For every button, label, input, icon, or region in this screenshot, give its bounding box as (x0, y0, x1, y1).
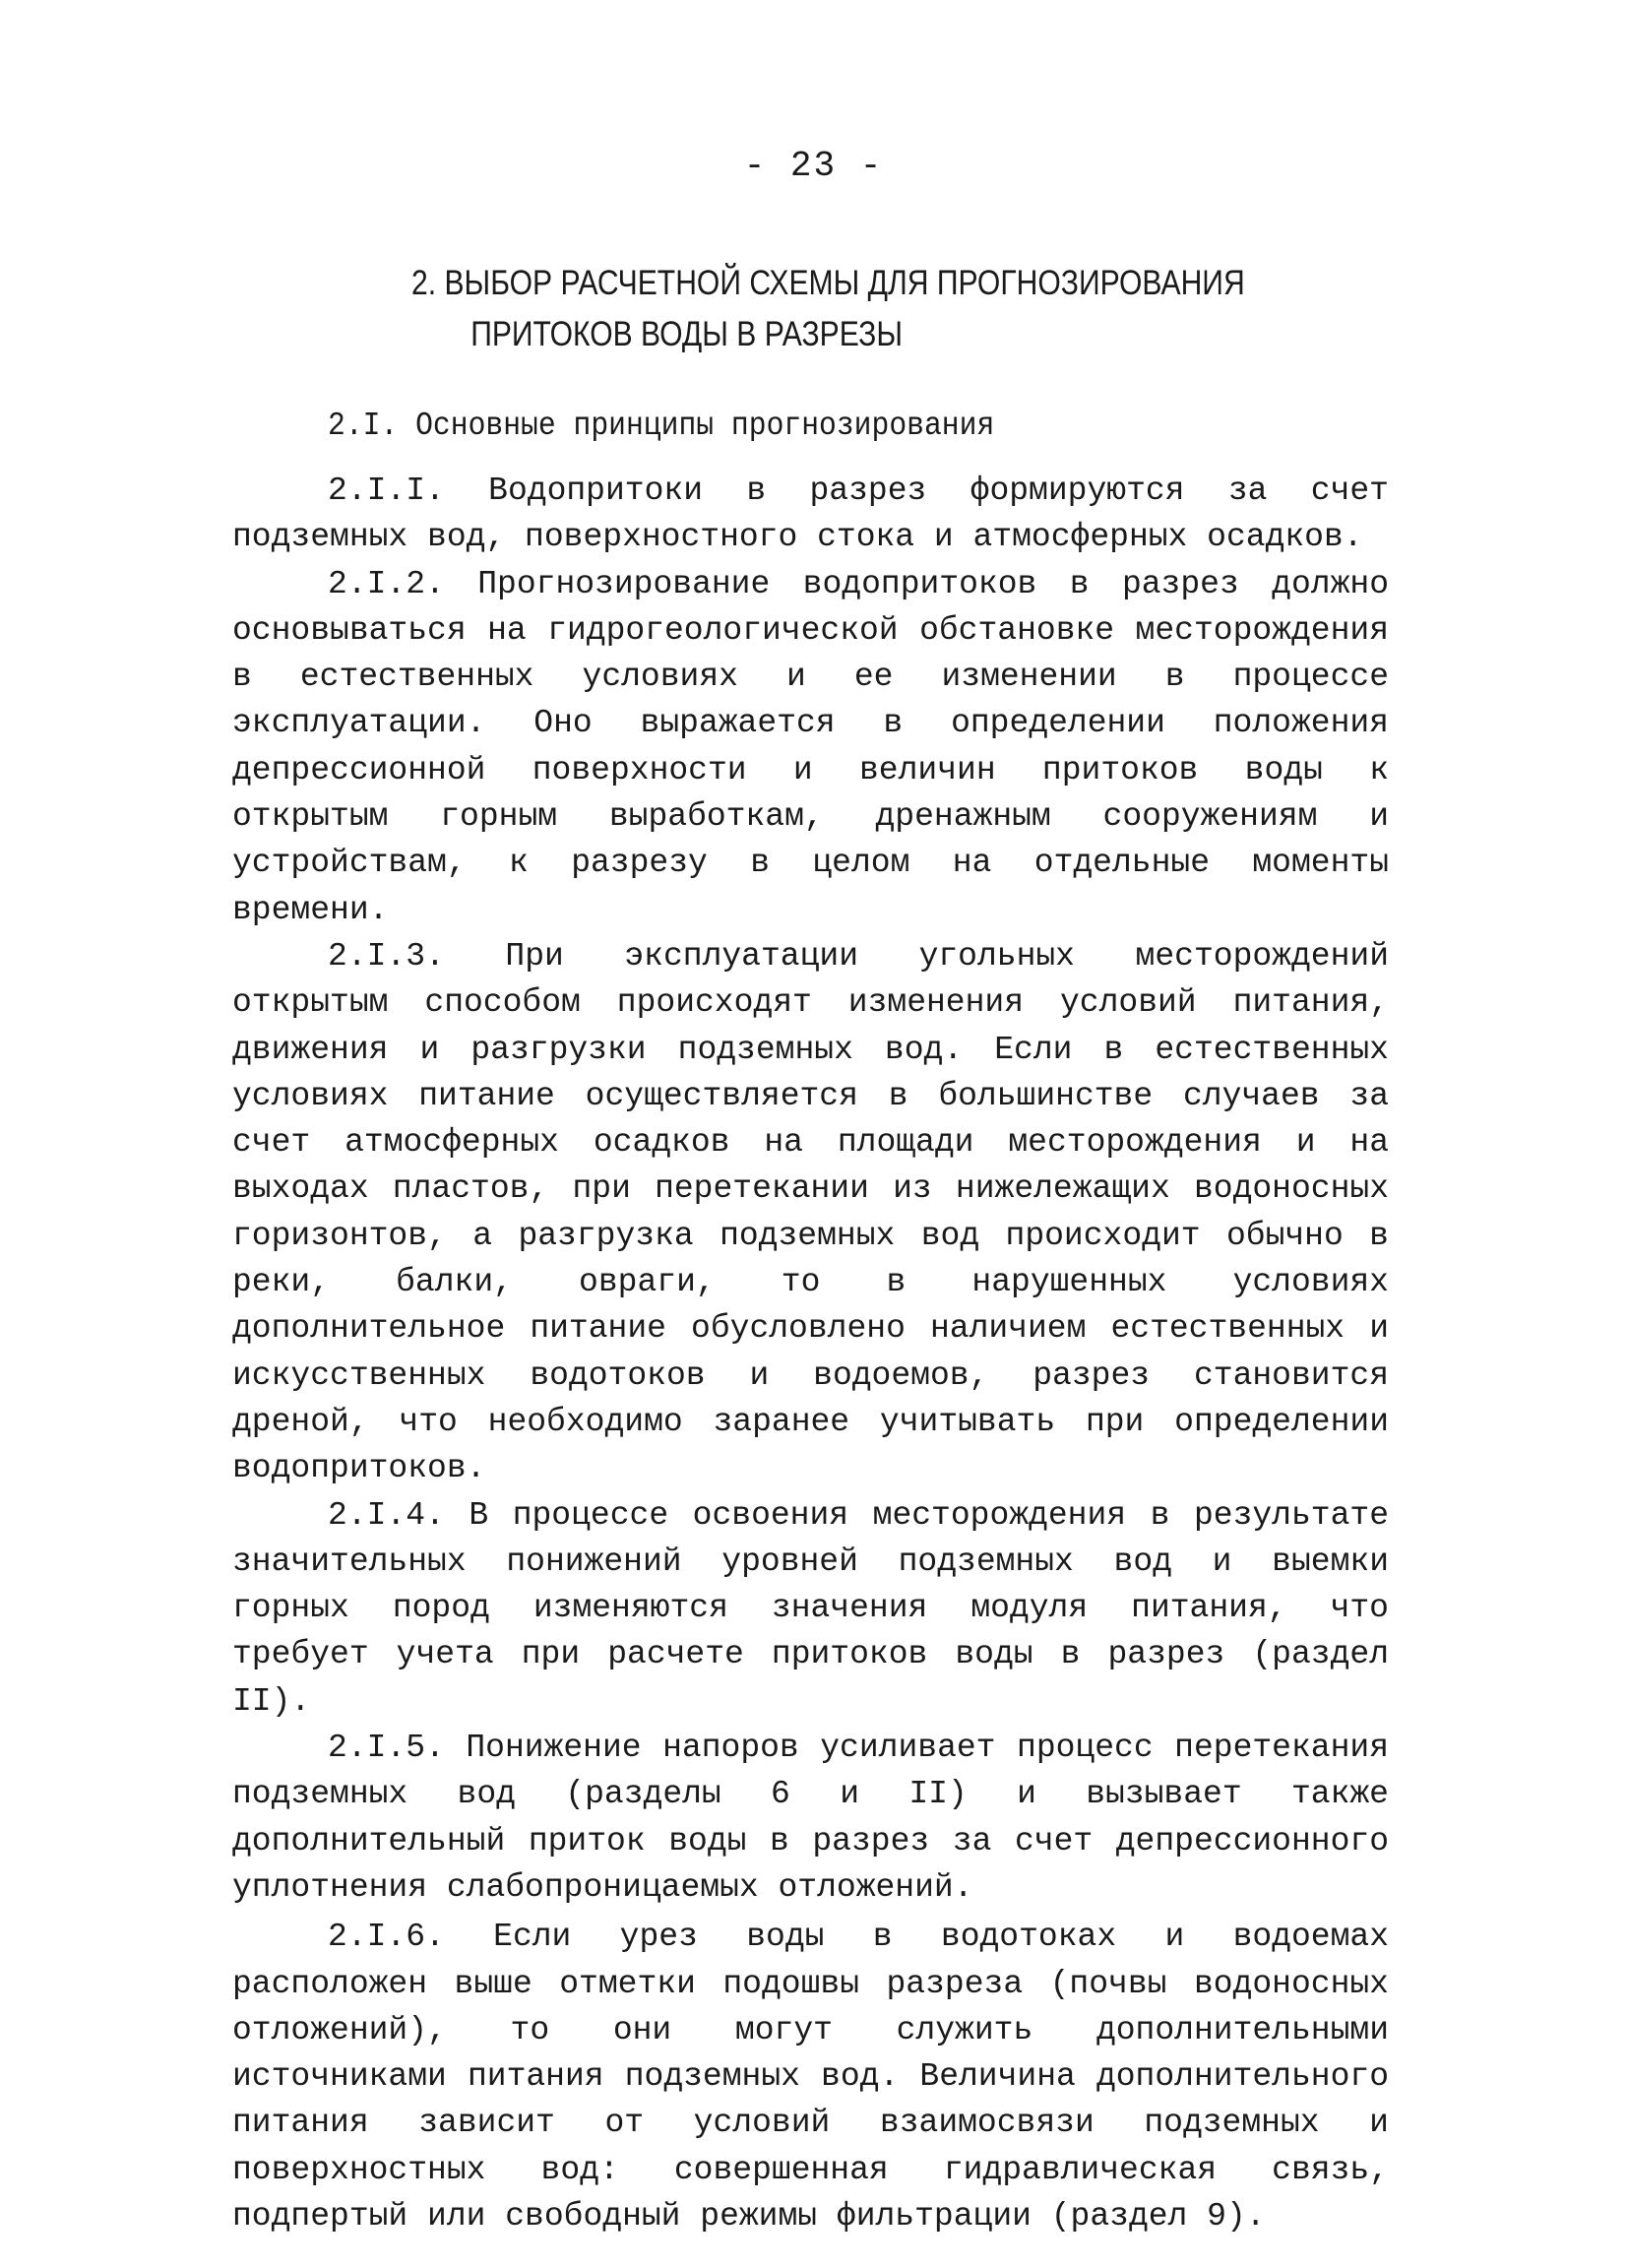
paragraph-2-1-4: 2.I.4. В процессе освоения месторождения в результате значительных понижений уровней подземных вод и выемки горных пород изменяются значения модуля питания, что требует учета при расчете притоков воды в разрез (раздел II). (232, 1496, 1389, 1720)
section-title (411, 258, 1245, 360)
page-number: - 23 - (743, 146, 884, 186)
subsection-title: 2.I. Основные принципы прогнозирования (328, 408, 995, 444)
section-title-line-1: 2. ВЫБОР РАСЧЕТНОЙ СХЕМЫ ДЛЯ ПРОГНОЗИРОВАНИЯ (411, 264, 1245, 302)
paragraph-2-1-3: 2.I.3. При эксплуатации угольных месторождений открытым способом происходят изменения условий питания, движения и разгрузки подземных вод. Если в естественных условиях питание осуществляется в большинстве случаев за счет атмосферных осадков на площади месторождения и на выходах пластов, при перетекании из нижележащих водоносных горизонтов, а разгрузка подземных вод происходит обычно в реки, балки, овраги, то в нарушенных условиях дополнительное питание обусловлено наличием естественных и искусственных водотоков и водоемов, разрез становится дреной, что необходимо заранее учитывать при определении водопритоков. (232, 937, 1389, 1487)
paragraph-2-1-1: 2.I.I. Водопритоки в разрез формируются за счет подземных вод, поверхностного стока и атмосферных осадков. (232, 472, 1389, 556)
paragraph-2-1-5: 2.I.5. Понижение напоров усиливает процесс перетекания подземных вод (разделы 6 и II) и вызывает также дополнительный приток воды в разрез за счет депрессионного уплотнения слабопроницаемых отложений. (232, 1730, 1389, 1906)
paragraph-2-1-6: 2.I.6. Если урез воды в водотоках и водоемах расположен выше отметки подошвы разреза (почвы водоносных отложений), то они могут служить дополнительными источниками питания подземных вод. Величина дополнительного питания зависит от условий взаимосвязи подземных и поверхностных вод: совершенная гидравлическая связь, подпертый или свободный режимы фильтрации (раздел 9). (232, 1919, 1389, 2235)
paragraph-2-1-2: 2.I.2. Прогнозирование водопритоков в разрез должно основываться на гидрогеологической обстановке месторождения в естественных условиях и ее изменении в процессе эксплуатации. Оно выражается в определении положения депрессионной поверхности и величин притоков воды к открытым горным выработкам, дренажным сооружениям и устройствам, к разрезу в целом на отдельные моменты времени. (232, 565, 1389, 928)
body-text (232, 468, 1389, 2239)
section-title-line-2: ПРИТОКОВ ВОДЫ В РАЗРЕЗЫ (470, 315, 904, 353)
